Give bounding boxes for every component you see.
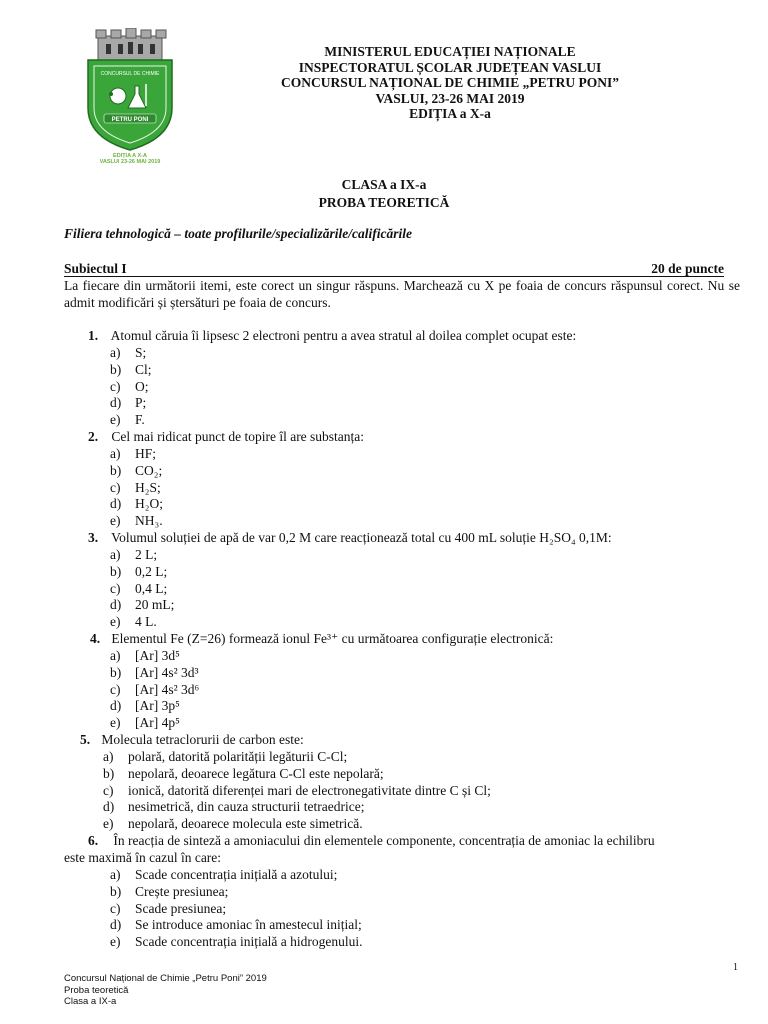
option: c) 0,4 L; (110, 580, 168, 596)
option: b) 0,2 L; (110, 563, 168, 579)
q5-options (103, 749, 491, 833)
q1-options (110, 345, 152, 429)
svg-text:PETRU PONI: PETRU PONI (111, 117, 149, 123)
header-ministry: MINISTERUL EDUCAȚIEI NAȚIONALE (324, 44, 576, 59)
option: a) polară, datorită polarității legăturii C-Cl; (103, 749, 348, 764)
question-3 (88, 530, 612, 547)
subject-points: 20 de puncte (651, 261, 724, 276)
option: b) [Ar] 4s² 3d³ (110, 664, 199, 680)
question-text: Cel mai ridicat punct de topire îl are substanța: (111, 429, 365, 444)
q2-options (110, 446, 163, 530)
option: e) F. (110, 412, 145, 428)
question-4 (90, 631, 553, 648)
option: a) Scade concentrația inițială a azotului; (110, 867, 338, 882)
page-number: 1 (733, 962, 738, 973)
option: d) H₂O; (110, 496, 163, 512)
header-location-date: VASLUI, 23-26 MAI 2019 (375, 90, 525, 106)
question-text: Elementul Fe (Z=26) formează ionul Fe³⁺ cu următoarea configurație electronică: (111, 631, 554, 646)
page-footer (64, 973, 267, 1008)
question-6-continued: este maximă în cazul în care: (64, 850, 222, 865)
option: b) CO₂; (110, 462, 163, 478)
question-5 (80, 732, 304, 749)
subject-name: Subiectul I (64, 261, 127, 276)
institution-header (250, 44, 650, 122)
option: d) [Ar] 3p⁵ (110, 698, 180, 714)
option: c) Scade presiunea; (110, 900, 227, 916)
header-inspectorate: INSPECTORATUL ȘCOLAR JUDEȚEAN VASLUI (298, 59, 602, 75)
footer-exam: Proba teoretică (64, 984, 129, 996)
option: d) 20 mL; (110, 597, 175, 613)
footer-contest: Concursul Național de Chimie „Petru Poni” 2019 (64, 973, 267, 984)
svg-text:EDIȚIA A X-A: EDIȚIA A X-A (113, 153, 147, 159)
option: e) Scade concentrația inițială a hidrogenului. (110, 934, 363, 950)
option: e) NH₃. (110, 513, 163, 529)
option: a) HF; (110, 446, 157, 461)
exam-type: PROBA TEORETICĂ (318, 195, 450, 210)
question-text: În reacția de sinteză a amoniacului din elementele componente, concentrația de amoniac la echilibru (113, 833, 655, 848)
option: a) S; (110, 345, 147, 360)
option: d) P; (110, 395, 147, 411)
option: e) [Ar] 4p⁵ (110, 715, 180, 731)
question-number: 2. (88, 429, 99, 444)
option: c) O; (110, 378, 149, 394)
question-number: 5. (80, 732, 91, 747)
option: e) 4 L. (110, 614, 157, 630)
option: a) 2 L; (110, 547, 158, 562)
option: a) [Ar] 3d⁵ (110, 648, 180, 663)
option: b) Crește presiunea; (110, 883, 229, 899)
class-label: CLASA a IX-a (341, 177, 427, 192)
option: d) Se introduce amoniac în amestecul inițial; (110, 917, 362, 933)
option: d) nesimetrică, din cauza structurii tetraedrice; (103, 799, 365, 815)
svg-text:VASLUI 23-26 MAI 2019: VASLUI 23-26 MAI 2019 (99, 159, 161, 163)
question-number: 1. (88, 328, 99, 343)
option: c) H₂S; (110, 479, 161, 495)
header-edition: EDIȚIA a X-a (409, 106, 491, 121)
question-2 (88, 429, 364, 446)
exam-title (0, 176, 768, 212)
filiera-label: Filiera tehnologică – toate profilurile/specializările/calificările (64, 226, 412, 241)
question-number: 4. (90, 631, 101, 646)
option: b) Cl; (110, 361, 152, 377)
question-number: 6. (88, 833, 99, 848)
svg-text:CONCURSUL DE CHIMIE: CONCURSUL DE CHIMIE (100, 71, 160, 77)
question-text: Atomul căruia îi lipsesc 2 electroni pentru a avea stratul al doilea complet ocupat este: (110, 328, 577, 343)
question-text: Volumul soluției de apă de var 0,2 M care reacționează total cu 400 mL soluție H₂SO₄ 0,1M: (111, 530, 612, 545)
option: c) ionică, datorită diferenței mari de electronegativitate dintre C și Cl; (103, 782, 491, 798)
option: e) nepolară, deoarece molecula este simetrică. (103, 816, 363, 832)
contest-logo (80, 28, 180, 163)
instructions: La fiecare din următorii itemi, este corect un singur răspuns. Marchează cu X pe foaia de concurs răspunsul corect. Nu se admit modificări și ștersături pe foaia de concurs. (64, 278, 740, 310)
q3-options (110, 547, 174, 631)
question-1 (88, 328, 576, 345)
question-6 (88, 833, 742, 850)
question-number: 3. (88, 530, 99, 545)
header-contest: CONCURSUL NAȚIONAL DE CHIMIE „PETRU PONI” (281, 75, 619, 90)
option: b) nepolară, deoarece legătura C-Cl este nepolară; (103, 765, 384, 781)
option: c) [Ar] 4s² 3d⁶ (110, 681, 200, 697)
question-text: Molecula tetraclorurii de carbon este: (101, 732, 304, 747)
q4-options (110, 648, 199, 732)
footer-class: Clasa a IX-a (64, 996, 117, 1007)
q6-options (110, 867, 363, 951)
subject-heading (64, 261, 724, 277)
